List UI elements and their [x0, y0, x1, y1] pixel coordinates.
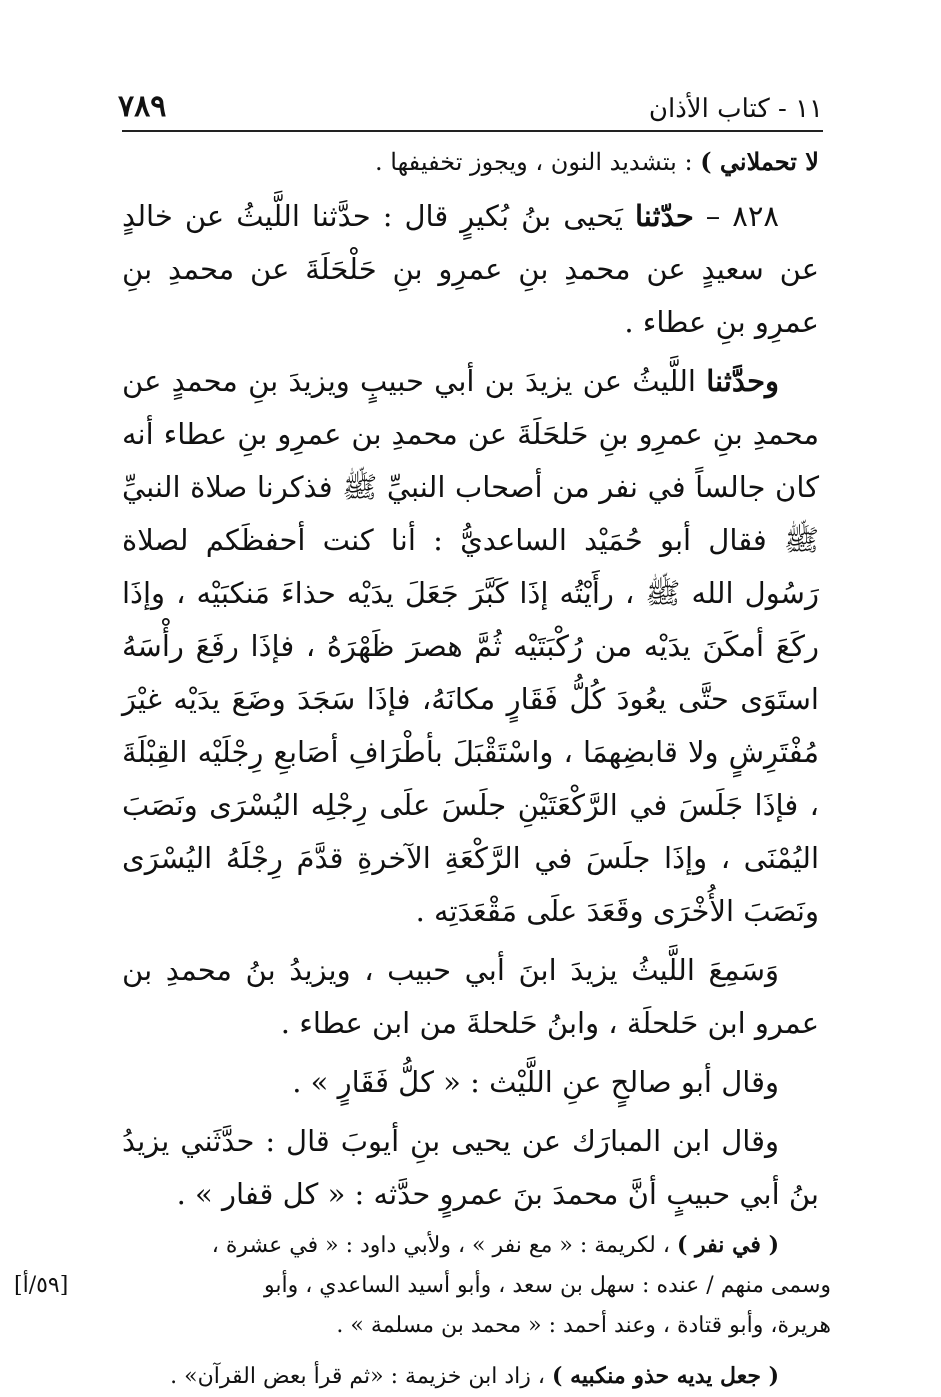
page-body	[14, 140, 831, 1397]
paragraph-2: وَسَمِعَ اللَّيثُ يزيدَ ابنَ أبي حبيب ، ويزيدُ بنُ محمدِ بن عمرو ابن حَلحلَة ، وابنُ حَلحلةَ من ابن عطاء .	[122, 953, 819, 1040]
note-1-line-3: هريرة، وأبو قتادة ، وعند أحمد : « محمد بن مسلمة » .	[336, 1313, 831, 1338]
hadith-text: يَحيى بنُ بُكيرٍ قال : حدَّثنا اللَّيثُ عن خالدٍ عن سعيدٍ عن محمدِ بنِ عمرِو بنِ حَلْحَلَةَ عن محمدِ بنِ عمرِو بنِ عطاء .	[122, 199, 819, 339]
paragraph-1	[122, 355, 819, 938]
hadith-lead: حدّثنا	[634, 199, 694, 233]
paragraph-4: وقال ابن المبارَك عن يحيى بنِ أيوبَ قال : حدَّثَني يزيدُ بنُ أبي حبيبٍ أنَّ محمدَ بنَ عمروٍ حدَّثه : « كل قفار » .	[122, 1124, 819, 1211]
paragraph-3: وقال أبو صالحٍ عنِ اللَّيْث : « كلُّ فَقَارٍ » .	[292, 1065, 779, 1099]
intro-text: : بتشديد النون ، ويجوز تخفيفها .	[375, 148, 701, 176]
note-2	[122, 1356, 819, 1397]
hadith-number: ٨٢٨ –	[705, 199, 779, 233]
intro-term: لا تحملاني )	[700, 147, 819, 176]
paragraph-1-text: اللَّيثُ عن يزيدَ بن أبي حبيبٍ ويزيدَ بنِ محمدٍ عن محمدِ بنِ عمرِو بنِ حَلحَلَةَ عن محمدِ بن عمرِو بنِ عطاء أنه كان جالساً في نفر من أصحاب النبيِّ ﷺ فذكرنا صلاة النبيِّ ﷺ فقال أبو حُمَيْد الساعديُّ : أنا كنت أحفظَكم لصلاة رَسُول الله ﷺ ، رأَيْتُه إذَا كَبَّرَ جَعَلَ يدَيْه حذاءَ مَنكبَيْه ، وإذَا ركَعَ أمكَنَ يدَيْه من رُكْبَتَيْه ثُمَّ هصرَ ظَهْرَهُ ، فإذَا رفَعَ رأْسَهُ استَوَى حتَّى يعُودَ كُلُّ فَقَارٍ مكانَهُ، فإذَا سَجَدَ وضَعَ يدَيْه غيْرَ مُفْتَرِشٍ ولا قابضِهمَا ، واسْتَقْبَلَ بأطْرَافِ أصَابعِ رِجْلَيْه القِبْلَةَ ، فإذَا جَلَسَ في الرَّكْعَتَيْنِ جلَسَ علَى رِجْلِه اليُسْرَى ونَصَبَ اليُمْنَى ، وإذَا جلَسَ في الرَّكْعَةِ الآخرةِ قدَّمَ رِجْلَهُ اليُسْرَى ونَصَبَ الأُخْرَى وقَعَدَ علَى مَقْعَدَتِه .	[122, 364, 819, 928]
note-1-line-2	[14, 1266, 831, 1306]
hadith-828	[122, 190, 819, 349]
chapter-title: ١١ - كتاب الأذان	[648, 94, 823, 124]
note-2-term: ( جعل يديه حذو منكبيه )	[552, 1363, 779, 1389]
note-1-line-1	[122, 1225, 819, 1266]
note-1-text-1: ، لكريمة : « مع نفر » ، ولأبي داود : « في عشرة ،	[211, 1233, 677, 1258]
footnotes	[14, 1225, 831, 1397]
note-2-text: ، زاد ابن خزيمة : «ثم قرأ بعض القرآن» .	[170, 1364, 552, 1389]
header-rule	[122, 130, 823, 132]
intro-line	[122, 140, 819, 184]
note-1-term: ( في نفر )	[676, 1232, 779, 1258]
paragraph-1-lead: وحدَّثنا	[706, 364, 779, 398]
note-1-text-2: وسمى منهم / عنده : سهل بن سعد ، وأبو أسيد الساعدي ، وأبو	[263, 1273, 831, 1298]
page-header	[118, 84, 823, 124]
page-number: ٧٨٩	[118, 89, 167, 124]
folio-marker: [٥٩/أ]	[14, 1273, 69, 1298]
